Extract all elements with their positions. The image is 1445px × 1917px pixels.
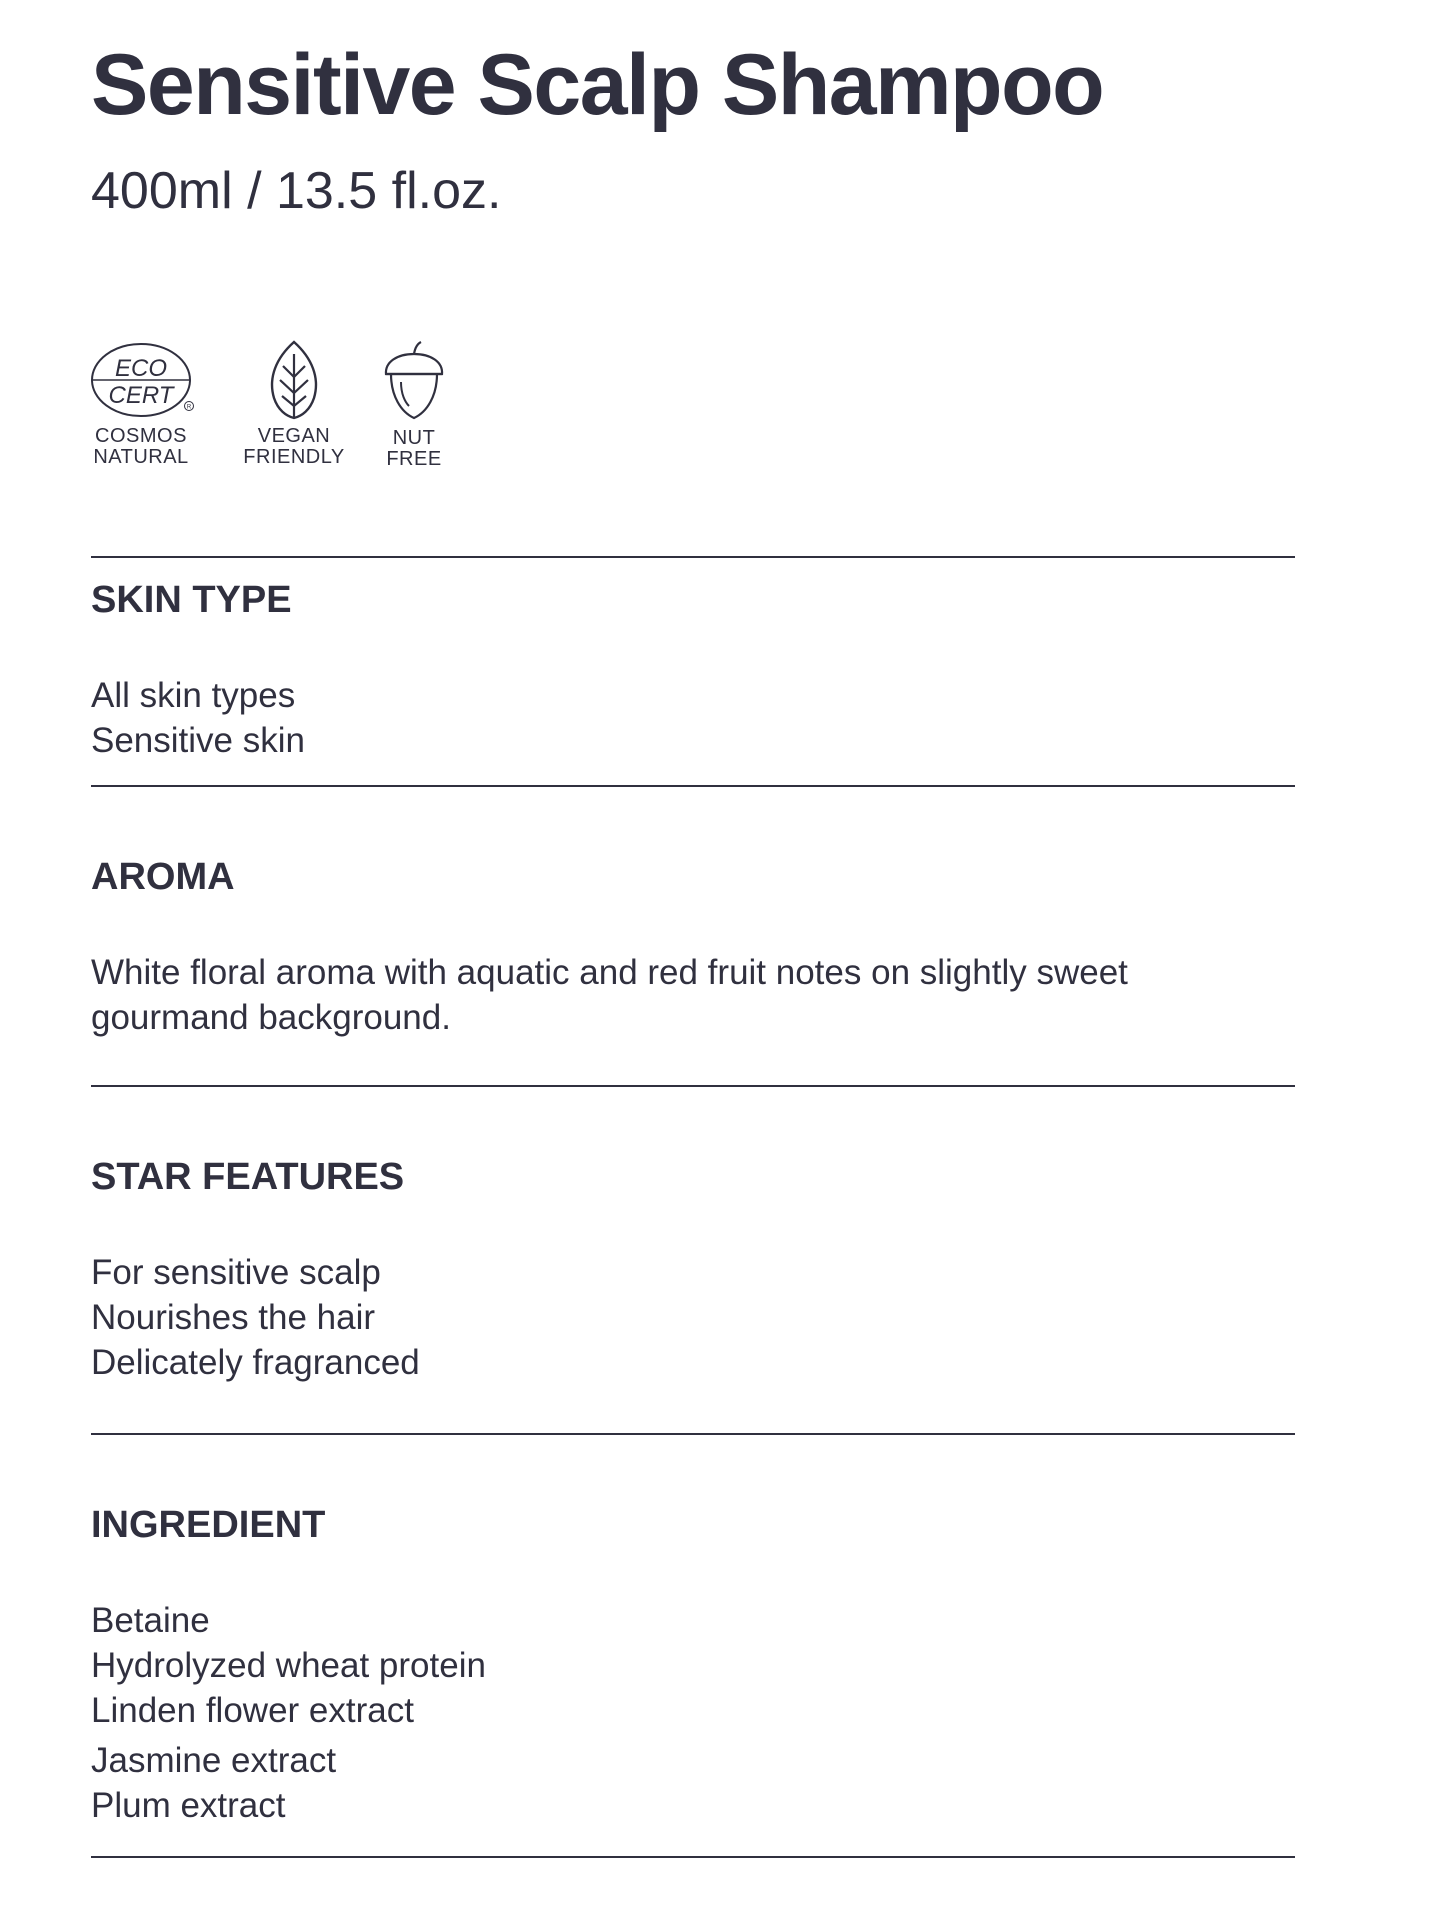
svg-text:R: R	[186, 404, 192, 411]
text-line: White floral aroma with aquatic and red fruit notes on slightly sweet	[91, 953, 1128, 992]
badge-label: COSMOS NATURAL	[93, 425, 189, 468]
divider	[91, 1433, 1295, 1435]
product-volume: 400ml / 13.5 fl.oz.	[91, 162, 502, 220]
leaf-icon	[264, 340, 324, 420]
badge-cosmos-natural	[91, 340, 191, 468]
star-features-heading: STAR FEATURES	[91, 1156, 405, 1198]
list-item: Nourishes the hair	[91, 1298, 376, 1337]
ecocert-logo	[91, 340, 195, 420]
star-features-list	[91, 1250, 420, 1385]
skin-type-heading: SKIN TYPE	[91, 579, 292, 621]
acorn-icon	[381, 340, 447, 420]
list-item: Sensitive skin	[91, 721, 305, 760]
list-item: Jasmine extract	[91, 1741, 337, 1780]
skin-type-list	[91, 673, 305, 763]
aroma-heading: AROMA	[91, 856, 235, 898]
divider	[91, 556, 1295, 558]
ingredient-list	[91, 1598, 486, 1828]
badge-label: VEGAN FRIENDLY	[243, 425, 345, 468]
list-item: Hydrolyzed wheat protein	[91, 1646, 486, 1685]
svg-text:CERT: CERT	[108, 382, 174, 409]
badge-vegan-friendly	[239, 340, 349, 468]
text-line: gourmand background.	[91, 998, 451, 1037]
list-item: Betaine	[91, 1601, 210, 1640]
badge-label: NUT FREE	[386, 427, 442, 470]
product-title: Sensitive Scalp Shampoo	[91, 37, 1104, 133]
ingredient-heading: INGREDIENT	[91, 1504, 326, 1546]
divider	[91, 785, 1295, 787]
list-item: All skin types	[91, 676, 296, 715]
list-item: Plum extract	[91, 1786, 286, 1825]
aroma-description	[91, 950, 1128, 1040]
divider	[91, 1856, 1295, 1858]
divider	[91, 1085, 1295, 1087]
badge-nut-free	[379, 340, 449, 470]
certification-badges	[91, 340, 591, 480]
list-item: For sensitive scalp	[91, 1253, 381, 1292]
list-item: Delicately fragranced	[91, 1343, 420, 1382]
svg-text:ECO: ECO	[114, 355, 168, 382]
list-item: Linden flower extract	[91, 1691, 414, 1730]
